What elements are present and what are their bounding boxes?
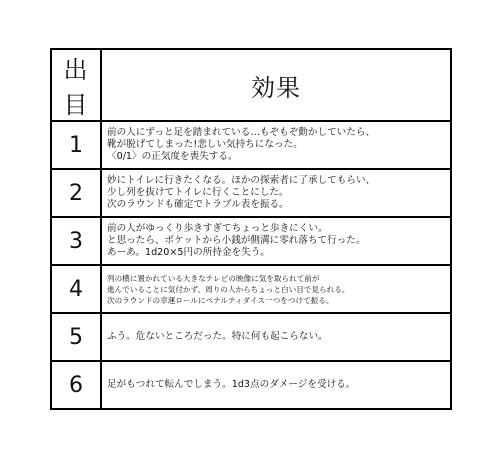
effect-cell <box>101 361 451 409</box>
roll-number: 4 <box>51 265 101 313</box>
effect-line: 少し列を抜けてトイレに行くことにした。 <box>107 187 289 198</box>
roll-number: 2 <box>51 169 101 217</box>
effect-line: 足がもつれて転んでしまう。1d3点のダメージを受ける。 <box>107 379 356 390</box>
effect-cell <box>101 265 451 313</box>
table-row <box>51 217 451 265</box>
effect-line: 次のラウンドも確定でトラブル表を振る。 <box>107 199 289 210</box>
effect-line: 進んでいることに気付かず、周りの人からちょっと白い目で見られる。 <box>107 284 350 294</box>
effect-line: 次のラウンドの幸運ロールにペナルティダイス一つをつけて振る。 <box>107 295 334 305</box>
effect-column-header: 効果 <box>101 49 451 121</box>
effect-line: 前の人がゆっくり歩きすぎてちょっと歩きにくい。 <box>107 223 328 234</box>
roll-number: 1 <box>51 121 101 169</box>
effect-line: ふう。危ないところだった。特に何も起こらない。 <box>107 331 328 342</box>
effect-line: 妙にトイレに行きたくなる。ほかの探索者に了承してもらい、 <box>107 175 376 186</box>
effect-line: と思ったら、ポケットから小銭が側溝に零れ落ちて行った。 <box>107 235 366 246</box>
table-header-row <box>51 49 451 121</box>
effect-line: あーあ。1d20×5円の所持金を失う。 <box>107 247 270 258</box>
table-row <box>51 361 451 409</box>
trouble-table <box>50 48 452 410</box>
table-row <box>51 313 451 361</box>
effect-line: 靴が脱げてしまった!悲しい気持ちになった。 <box>107 139 303 150</box>
effect-cell <box>101 169 451 217</box>
table-row <box>51 121 451 169</box>
roll-number: 6 <box>51 361 101 409</box>
roll-number: 3 <box>51 217 101 265</box>
table-row <box>51 169 451 217</box>
effect-cell <box>101 217 451 265</box>
number-column-header: 出目 <box>51 49 101 121</box>
effect-cell <box>101 313 451 361</box>
effect-line: 〈0/1〉の正気度を喪失する。 <box>107 151 238 162</box>
effect-cell <box>101 121 451 169</box>
roll-number: 5 <box>51 313 101 361</box>
effect-line: 前の人にずっと足を踏まれている…もぞもぞ動かしていたら、 <box>107 127 376 138</box>
table-row <box>51 265 451 313</box>
effect-line: 列の横に置かれている大きなテレビの映像に気を取られて前が <box>107 273 320 283</box>
